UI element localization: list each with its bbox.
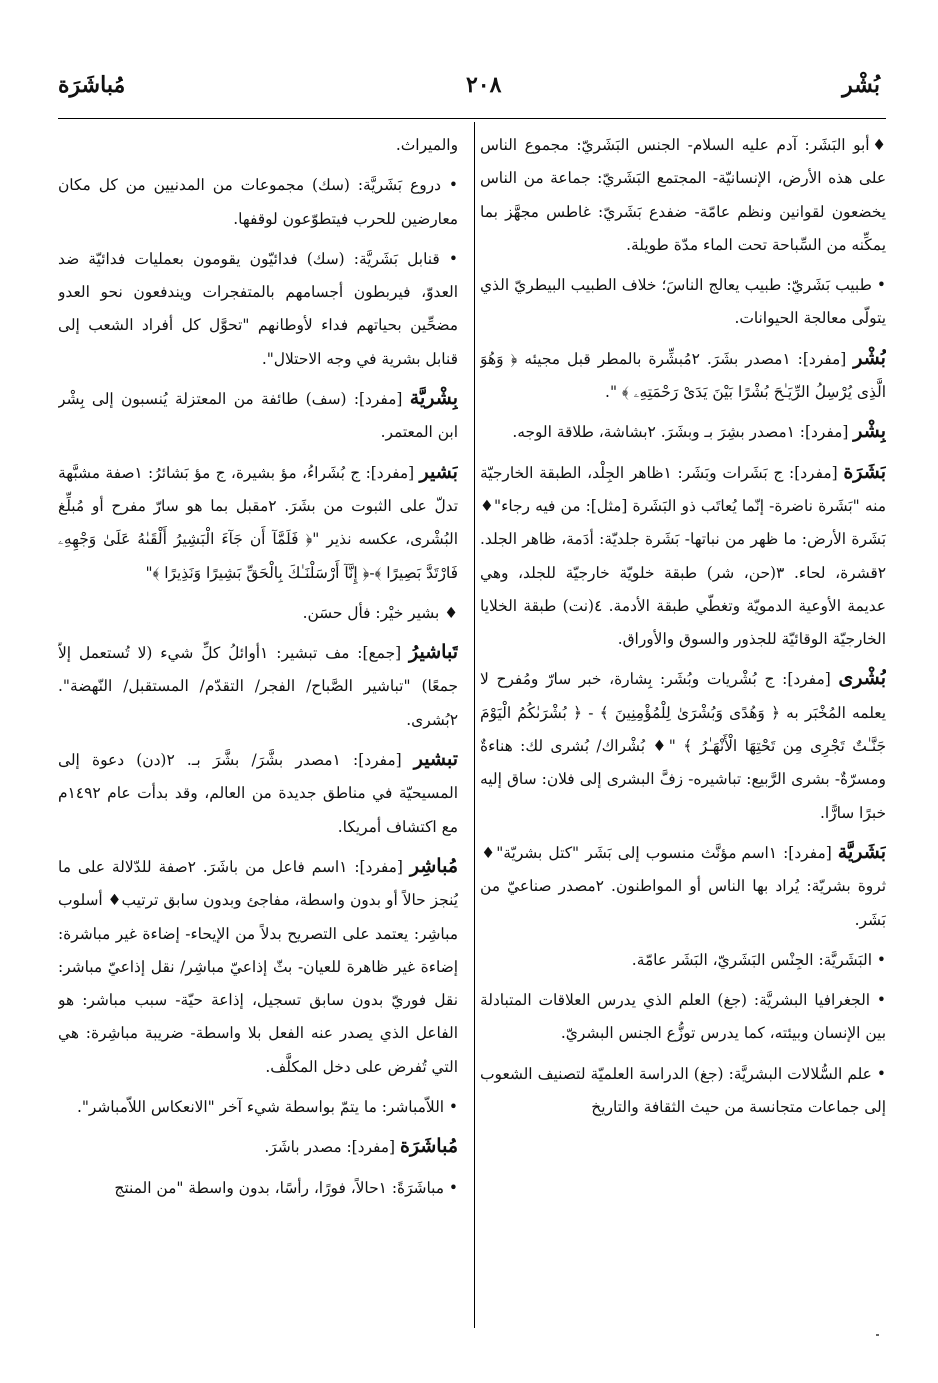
entry-text: ♦أبو البَشَر: آدم عليه السلام- الجنس البَشَريّ: مجموع الناس على هذه الأرض، الإنسانيّة- المجتمع البَشَريّ: جماعة من الناس يخضعون لقوانين ونظم عامّة- ضفدع بَشَريّ: غاطس مجهَّز بما يمكِّنه من السِّباحة تحت الماء مدّة طويلة.	[480, 136, 886, 254]
headword: مُباشِر	[409, 854, 458, 877]
dictionary-entry	[58, 382, 458, 450]
dictionary-entry	[480, 456, 886, 657]
header-last-word: مُباشَرَة	[58, 72, 126, 98]
dictionary-entry	[480, 268, 886, 336]
dictionary-entry	[58, 242, 458, 376]
dictionary-entry	[58, 850, 458, 1084]
entry-text: • علم السُّلالات البشريَّة: (جغ) الدراسة العلميّة لتصنيف الشعوب إلى جماعات متجانسة من حيث الثقافة والتاريخ	[480, 1064, 886, 1117]
entry-text: [مفرد]: ١مصدر بشِرَ بـ وبشَرَ. ٢بشاشة، طلاقة الوجه.	[512, 423, 854, 442]
dictionary-entry	[480, 415, 886, 449]
entry-text: [مفرد]: ج بُشَراءُ، مؤ بشيرة، ج مؤ بَشائرُ: ١صفة مشبَّهة تدلّ على الثبوت من بشَرَ. ٢مقبل بما هو سارّ مفرح أو مُبلِّغ البُشْرى، عكسه نذير "﴿ فَلَمَّآ أَن جَآءَ الْبَشِيرُ أَلْقَىٰهُ عَلَىٰ وَجْهِهِۦ فَارْتَدَّ بَصِيرًا ﴾-﴿ إِنَّآ أَرْسَلْنَـٰكَ بِالْحَقِّ بَشِيرًا وَنَذِيرًا ﴾"	[58, 463, 458, 582]
dictionary-entry	[58, 1090, 458, 1124]
dictionary-entry	[480, 342, 886, 410]
right-column	[480, 128, 886, 1343]
entry-text: • اللاّمباشر: ما يتمّ بواسطة شيء آخر "الانعكاس اللاّمباشر".	[76, 1098, 458, 1117]
headword: تبشير	[413, 748, 458, 771]
entry-text: [مفرد]: (سف) طائفة من المعتزلة يُنسبون إلى بِشْر ابن المعتمر.	[58, 390, 458, 442]
page-number: ٢٠٨	[465, 72, 502, 98]
headword: بَشير	[419, 460, 458, 483]
dictionary-entry	[58, 636, 458, 737]
dictionary-entry	[480, 128, 886, 262]
entry-text: • الجغرافيا البشريَّة: (جغ) العلم الذي يدرس العلاقات المتبادلة بين الإنسان وبيئته، كما يدرس توزُّع الجنس البشريّ.	[480, 991, 886, 1043]
entry-text: [مفرد]: ١اسم مؤنَّث منسوب إلى بَشَر "كتل بشريّة"♦ ثروة بشريّة: يُراد بها الناس أو المواطنون. ٢مصدر صناعيّ من بَشَر.	[480, 843, 886, 929]
entry-text: [مفرد]: ١مصدر بشَّرَ/ بشَّرَ بـ. ٢(دن) دعوة إلى المسيحيّة في مناطق جديدة من العالم، وقد بدأت عام ١٤٩٢م مع اكتشاف أمريكا.	[58, 751, 458, 836]
entry-text: [مفرد]: مصدر باشَرَ.	[264, 1138, 400, 1157]
headword: بُشْرى	[838, 667, 886, 690]
column-divider	[474, 122, 475, 1328]
dictionary-entry	[58, 1130, 458, 1164]
dictionary-entry	[58, 168, 458, 236]
dictionary-entry	[58, 743, 458, 844]
scan-speck	[876, 1334, 879, 1336]
headword: تَباشيرُ	[409, 641, 458, 664]
header-first-word: بُشْر	[842, 72, 880, 98]
dictionary-entry	[480, 662, 886, 829]
entry-text: • البَشَريَّة: الجِنْس البَشَريّ، البَشَر عامّة.	[631, 950, 886, 969]
entry-text: [مفرد]: ١اسم فاعل من باشَرَ. ٢صفة للدّلالة على ما يُنجز حالاً أو بدون واسطة، مفاجئ وبدون سابق ترتيب♦ أسلوب مباشِر: يعتمد على التصريح بدلاً من الإيحاء- إضاءة غير مباشرة: إضاءة غير ظاهرة للعيان- بثّ إذاعيّ مباشِر/ نقل إذاعيّ مباشر: نقل فوريّ بدون سابق تسجيل، إذاعة حيّة- سبب مباشر: هو الفاعل الذي يصدر عنه الفعل بلا واسطة- ضريبة مباشِرة: هي التي تُفرض على دخل المكلَّف.	[58, 857, 458, 1076]
entry-text: [مفرد]: ١مصدر بشَرَ. ٢مُبشِّرة بالمطر قبل مجيئه ﴿ وَهُوَ الَّذِى يُرْسِلُ الرِّيَـٰحَ بُشْرًا بَيْنَ يَدَىْ رَحْمَتِهِۦ ﴾ ".	[480, 349, 886, 402]
dictionary-entry	[58, 456, 458, 590]
headword: بِشْر	[853, 420, 886, 443]
headword: بَشَرَة	[843, 460, 886, 483]
dictionary-entry	[58, 1171, 458, 1205]
header-rule	[58, 118, 886, 119]
entry-text: [مفرد]: ج بَشَرات وبَشَر: ١ظاهر الجِلْد، الطبقة الخارجيّة منه "بَشَرة ناضرة- إنّما يُعاتَب ذو البَشَرة [مثل]: من فيه رجاء"♦ بَشَرة الأرض: ما ظهر من نباتها- بَشَرة جلديّة: أدَمة، ظاهر الجلد. ٢قشرة، لحاء. ٣(حن، شر) طبقة خلويّة خارجيّة للجلد، وهي عديمة الأوعية الدمويّة وتغطّي طبقة الأدمة. ٤(نت) طبقة الخلايا الخارجيّة الوقائيّة للجذور والسوق والأوراق.	[480, 463, 886, 649]
entry-text: • دروع بَشَريَّة: (سك) مجموعات من المدنيين من كل مكان معارضين للحرب فيتطوّعون لوقفها.	[58, 176, 458, 228]
entry-text: [مفرد]: ج بُشْريات وبُشَر: بِشارة، خبر سارّ ومُفرح لا يعلمه المُخْبَر به ﴿ وَهُدًى وَبُشْرَىٰ لِلْمُؤْمِنِينَ ﴾ - ﴿ بُشْرَىٰكُمُ الْيَوْمَ جَنَّـٰتٌ تَجْرِى مِن تَحْتِهَا الْأَنْهَـٰرُ ﴾ "♦ بُشْراك/ بُشرى لك: هناءةٌ ومسرّةٌ- بشرى الرَّبيع: تباشيره- زفَّ البشرى إلى فلان: ساق إليه خبرًا سارًّا.	[480, 670, 886, 822]
dictionary-entry	[58, 128, 458, 162]
entry-text: [جمع]: مف تبشير: ١أوائلُ كلِّ شيء (لا تُستعمل إلاّ جمعًا) "تباشير الصَّباح/ الفجر/ التقدّم/ المستقبل/ النّهضة". ٢بُشرى.	[58, 644, 458, 729]
entry-text: ♦ بشير خيْر: فأل حسَن.	[302, 603, 458, 622]
headword: بَشَريَّة	[837, 840, 886, 863]
entry-text: • قنابل بَشَريَّة: (سك) فدائيّون يقومون بعمليات فدائيّة ضد العدوّ، فيربطون أجسامهم بالمتفجرات ويندفعون نحو العدو مضحِّين بحياتهم فداء لأوطانهم "تحوَّل كل أفراد الشعب إلى قنابل بشرية في وجه الاحتلال".	[58, 249, 458, 368]
dictionary-entry	[480, 836, 886, 937]
page-header	[58, 62, 880, 108]
headword: بِشْريَّة	[409, 387, 458, 410]
entry-text: • طبيب بَشَريّ: طبيب يعالج الناسَ؛ خلاف الطبيب البيطريّ الذي يتولّى معالجة الحيوانات.	[480, 276, 886, 328]
left-column	[58, 128, 458, 1343]
entry-text: والميراث.	[395, 136, 458, 154]
headword: مُباشَرَة	[399, 1135, 458, 1158]
entry-text: • مباشَرَةً: ١حالاً، فورًا، رأسًا، بدون واسطة "من المنتج	[114, 1178, 458, 1197]
dictionary-entry	[480, 1057, 886, 1125]
dictionary-entry	[480, 943, 886, 977]
dictionary-entry	[480, 983, 886, 1051]
dictionary-entry	[58, 596, 458, 630]
headword: بُشْر	[853, 346, 886, 369]
